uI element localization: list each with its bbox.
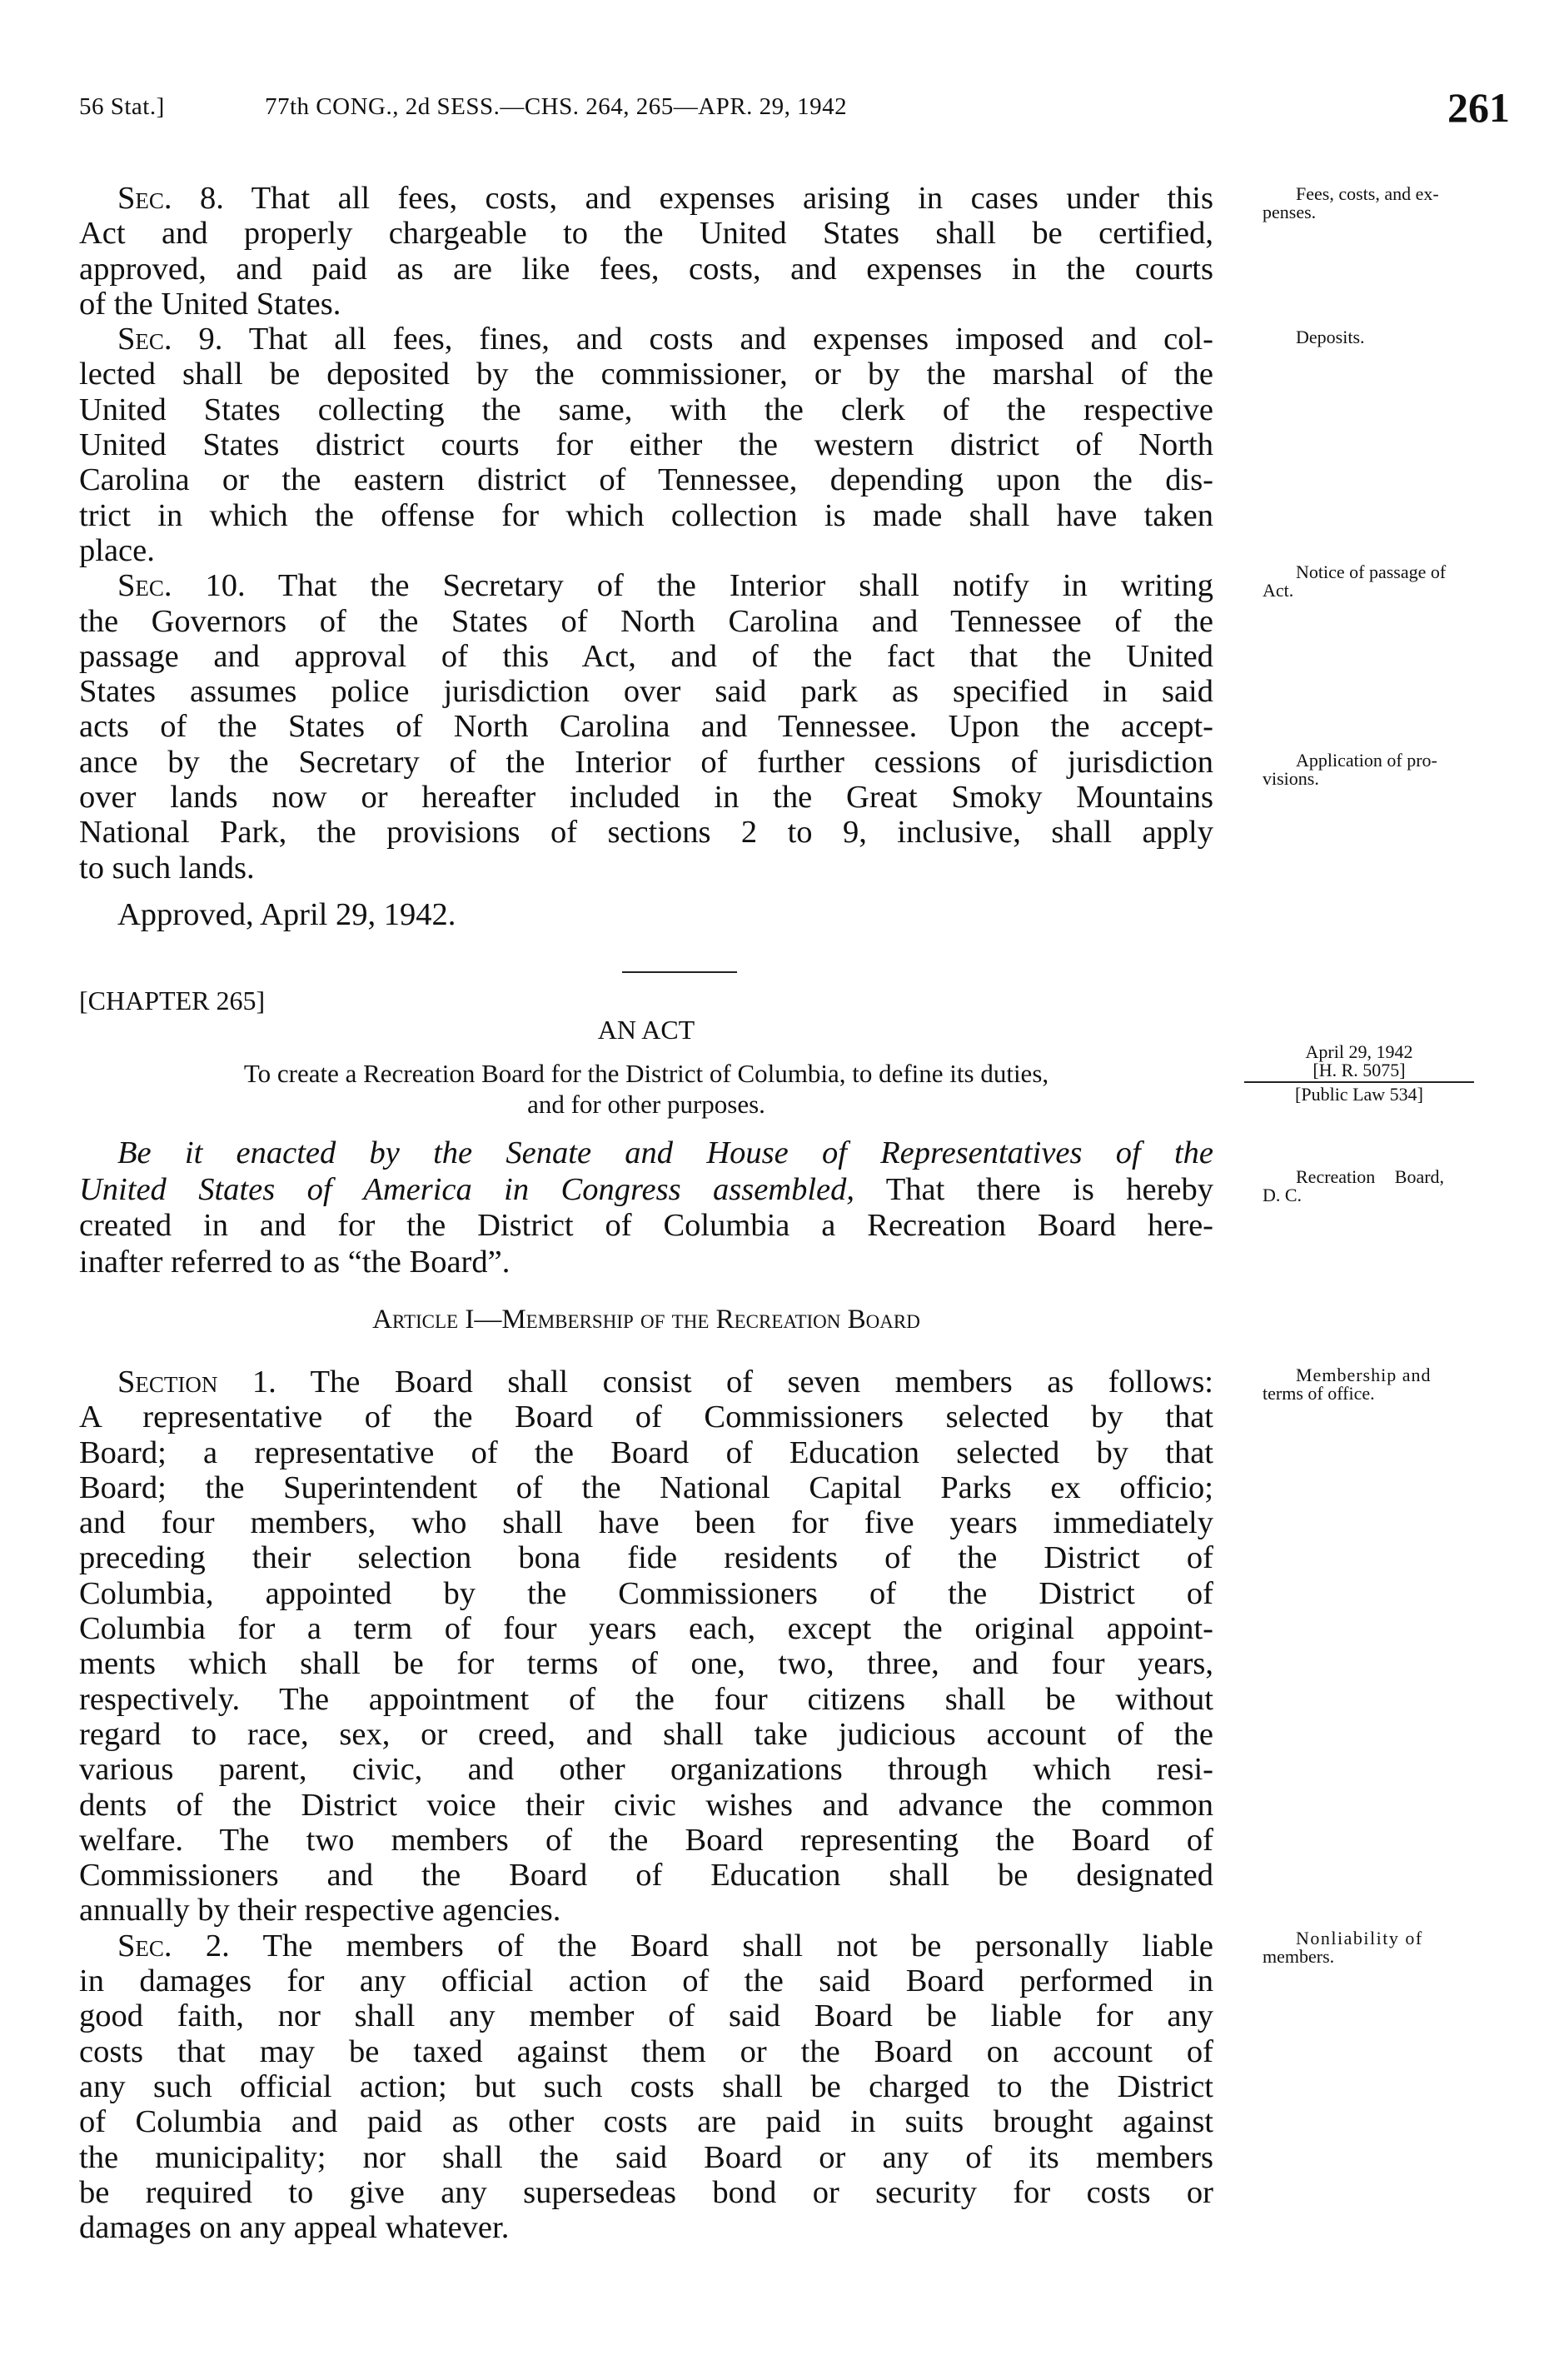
note-line: Application of pro- [1296, 750, 1437, 771]
margin-note-application [1263, 751, 1487, 788]
note-line: Fees, costs, and ex- [1296, 183, 1439, 204]
act-title-line: To create a Recreation Board for the District of Columbia, to define its duties, [243, 1059, 1049, 1088]
text-line: trict in which the offense for which collection is made shall have taken [79, 497, 1213, 533]
margin-note-membership [1263, 1366, 1487, 1403]
running-header-volume: 56 Stat.] [79, 93, 165, 120]
text-line: Section 1. The Board shall consist of seven members as follows: [117, 1365, 1213, 1400]
text-line: Act and properly chargeable to the United States shall be certified, [79, 216, 1213, 252]
text-line: preceding their selection bona fide residents of the District of [79, 1540, 1213, 1576]
text-line: ance by the Secretary of the Interior of further cessions of jurisdiction [79, 744, 1213, 780]
divider [622, 971, 737, 973]
note-line: visions. [1263, 768, 1319, 789]
text-line: dents of the District voice their civic wishes and advance the common [79, 1787, 1213, 1823]
text-line: annually by their respective agencies. [79, 1893, 561, 1928]
margin-note-fees [1263, 185, 1487, 222]
text-line: of Columbia and paid as other costs are paid in suits brought against [79, 2104, 1213, 2140]
text-line: inafter referred to as “the Board”. [79, 1245, 511, 1280]
chapter-number: [CHAPTER 265] [79, 985, 266, 1015]
text-line: created in and for the District of Columbia a Recreation Board here- [79, 1208, 1213, 1244]
note-line: Act. [1263, 580, 1294, 601]
text-line: good faith, nor shall any member of said Board be liable for any [79, 1998, 1213, 2034]
section-label: Sec. [117, 568, 172, 604]
text-line: United States district courts for either the western district of North [79, 427, 1213, 463]
enacting-roman: That there is hereby [854, 1171, 1213, 1207]
article-heading: Article I—Membership of the Recreation Board [372, 1305, 920, 1335]
text-line: Columbia, appointed by the Commissioners of the District of [79, 1575, 1213, 1611]
text-line: damages on any appeal whatever. [79, 2210, 510, 2246]
text-line: Carolina or the eastern district of Tennessee, depending upon the dis- [79, 462, 1213, 498]
text-line: any such official action; but such costs shall be charged to the District [79, 2068, 1213, 2104]
sections-8-10 [79, 181, 1213, 886]
text-line: the municipality; nor shall the said Board or any of its members [79, 2139, 1213, 2175]
section-label: Sec. [117, 181, 172, 216]
note-line: Nonliability of [1296, 1928, 1423, 1948]
text-line: Board; a representative of the Board of Education selected by that [79, 1434, 1213, 1470]
section-label: Sec. [117, 1928, 172, 1963]
text-line: Commissioners and the Board of Education shall be designated [79, 1858, 1213, 1894]
approval-date: Approved, April 29, 1942. [117, 897, 456, 932]
text-line: Columbia for a term of four years each, except the original appoint- [79, 1611, 1213, 1647]
sections-1-2 [79, 1365, 1213, 2245]
act-title [79, 1058, 1213, 1120]
text-line: welfare. The two members of the Board representing the Board of [79, 1822, 1213, 1858]
text-line: National Park, the provisions of sections 2 to 9, inclusive, shall apply [79, 815, 1213, 851]
text-line: regard to race, sex, or creed, and shall take judicious account of the [79, 1716, 1213, 1752]
text-line [79, 1172, 1213, 1209]
act-title-line: and for other purposes. [527, 1090, 765, 1119]
text-line: approved, and paid as are like fees, costs, and expenses in the courts [79, 251, 1213, 287]
note-line: D. C. [1263, 1185, 1302, 1205]
text-line: ments which shall be for terms of one, two, three, and four years, [79, 1646, 1213, 1682]
divider [1244, 1081, 1474, 1083]
text-line: Sec. 10. That the Secretary of the Interior shall notify in writing [117, 568, 1213, 604]
text-line: various parent, civic, and other organizations through which resi- [79, 1752, 1213, 1788]
text-line: respectively. The appointment of the four citizens shall be without [79, 1681, 1213, 1717]
bill-number: [H. R. 5075] [1312, 1060, 1406, 1080]
section-label: Sec. [117, 322, 172, 357]
margin-note-bill-info [1244, 1043, 1474, 1104]
text-line: Be it enacted by the Senate and House of Representatives of the [117, 1135, 1213, 1170]
text-line: Sec. 9. That all fees, fines, and costs and expenses imposed and col- [117, 322, 1213, 357]
note-line: penses. [1263, 202, 1317, 222]
enacting-italic: United States of America in Congress assembled, [79, 1171, 855, 1207]
text-line: United States collecting the same, with the clerk of the respective [79, 392, 1213, 427]
margin-note-deposits: Deposits. [1296, 327, 1365, 347]
act-heading: AN ACT [597, 1015, 695, 1045]
text-line: Sec. 8. That all fees, costs, and expenses arising in cases under this [117, 181, 1213, 216]
text-line: A representative of the Board of Commissioners selected by that [79, 1400, 1213, 1435]
text-line: lected shall be deposited by the commissioner, or by the marshal of the [79, 357, 1213, 392]
margin-note-notice [1263, 563, 1487, 600]
text-line: States assumes police jurisdiction over said park as specified in said [79, 674, 1213, 710]
text-line: Board; the Superintendent of the National Capital Parks ex officio; [79, 1469, 1213, 1505]
text-line: in damages for any official action of the said Board performed in [79, 1963, 1213, 1999]
text-line: costs that may be taxed against them or the Board on account of [79, 2033, 1213, 2069]
margin-note-nonliability [1263, 1929, 1487, 1966]
bill-date: April 29, 1942 [1305, 1041, 1413, 1062]
text-line: Sec. 2. The members of the Board shall not be personally liable [117, 1928, 1213, 1963]
text-line: over lands now or hereafter included in the Great Smoky Mountains [79, 780, 1213, 816]
text-line: acts of the States of North Carolina and Tennessee. Upon the accept- [79, 709, 1213, 745]
text-line: be required to give any supersedeas bond or security for costs or [79, 2174, 1213, 2210]
note-line: terms of office. [1263, 1383, 1375, 1404]
page-number: 261 [1447, 84, 1510, 131]
section-label: Section [117, 1365, 218, 1400]
text-line: and four members, who shall have been for five years immediately [79, 1505, 1213, 1541]
text-line: of the United States. [79, 286, 341, 322]
running-header-title: 77th CONG., 2d SESS.—CHS. 264, 265—APR. 29, 1942 [265, 93, 848, 120]
text-line: place. [79, 532, 155, 568]
public-law-number: [Public Law 534] [1295, 1084, 1423, 1105]
note-line: members. [1263, 1946, 1335, 1967]
enacting-clause [79, 1135, 1213, 1281]
note-line: Notice of passage of [1296, 561, 1447, 582]
text-line: passage and approval of this Act, and of the fact that the United [79, 638, 1213, 674]
note-line: Recreation Board, [1296, 1166, 1445, 1187]
note-line: Membership and [1296, 1365, 1432, 1385]
text-line: the Governors of the States of North Carolina and Tennessee of the [79, 603, 1213, 639]
text-line: to such lands. [79, 850, 255, 886]
margin-note-recreation [1263, 1168, 1487, 1205]
